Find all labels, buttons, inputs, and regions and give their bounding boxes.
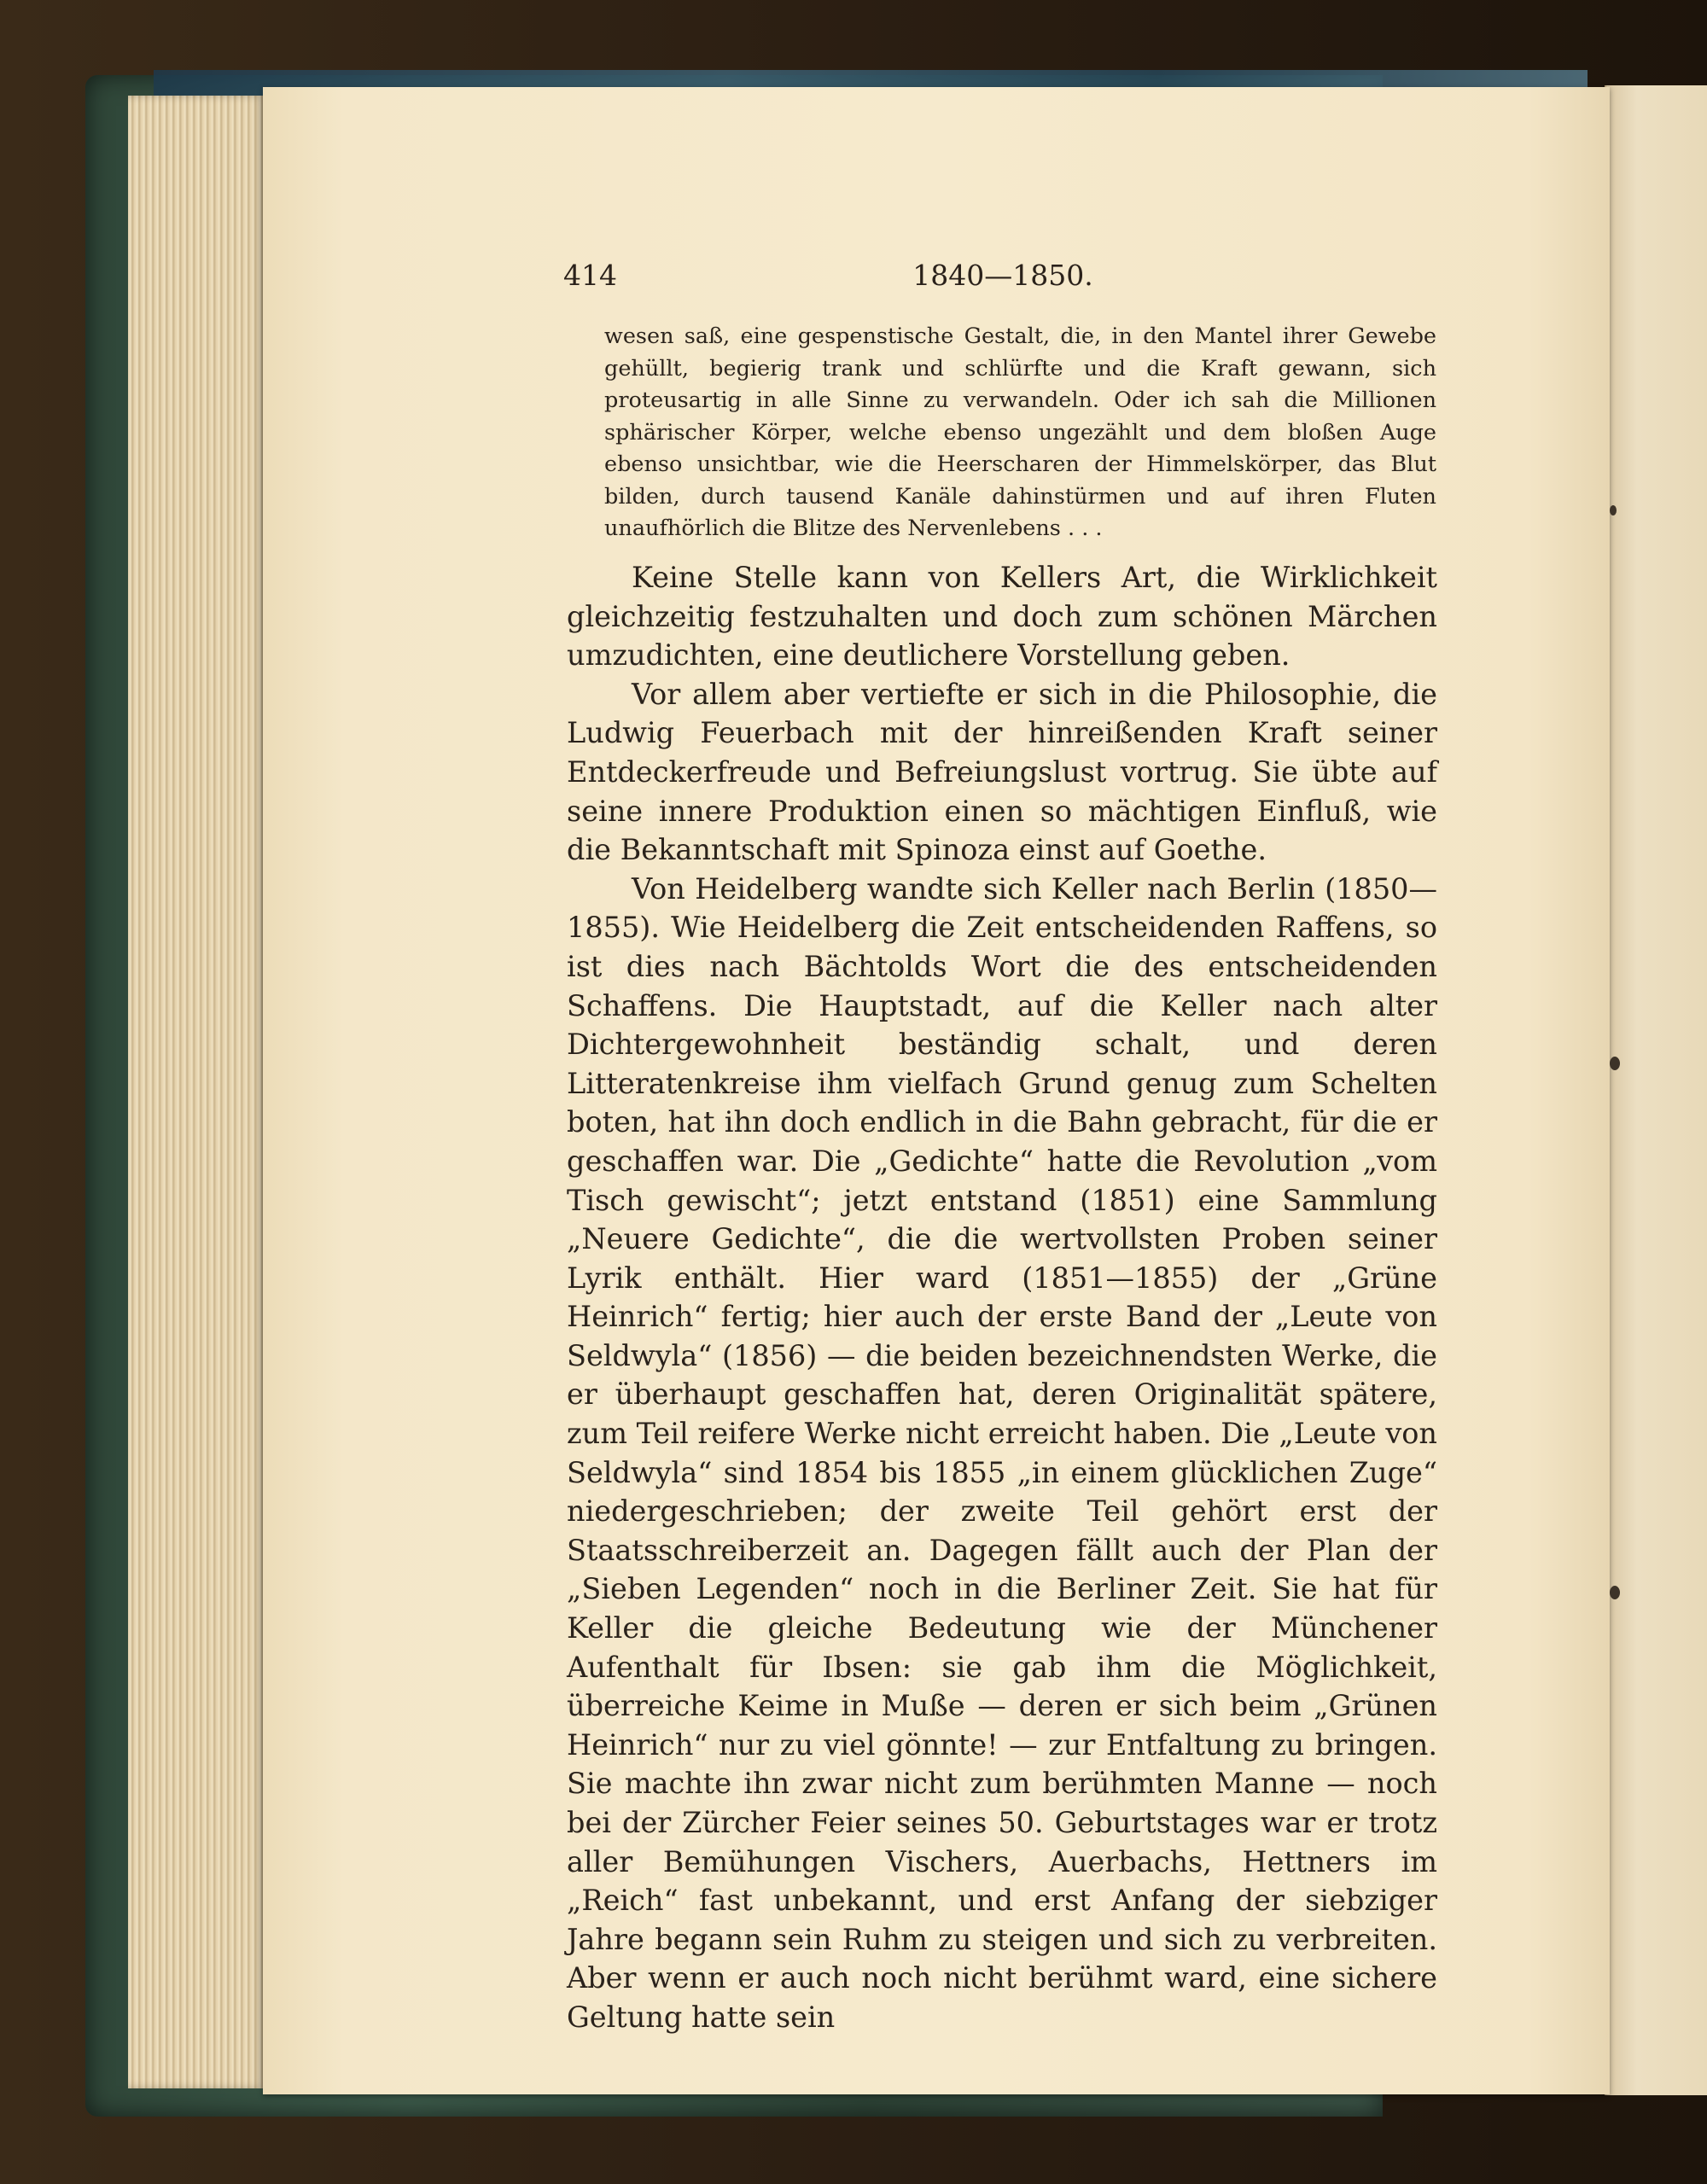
page-stack-edges — [128, 96, 265, 2088]
paragraph-2: Vor allem aber vertiefte er sich in die Philosophie, die Ludwig Feuerbach mit der hinreißenden Kraft seiner Entdeckerfreude und Befreiungslust vortrug. Sie übte auf seine innere Produktion einen so mächtigen Einfluß, wie die Bekanntschaft mit Spinoza einst auf Goethe. — [567, 677, 1437, 867]
paragraph-3: Von Heidelberg wandte sich Keller nach Berlin (1850—1855). Wie Heidelberg die Zeit entscheidenden Raffens, so ist dies nach Bächtolds Wort die des entscheidenden Schaffens. Die Hauptstadt, auf die Keller nach alter Dichtergewohnheit beständig schalt, und deren Litteratenkreise ihm vielfach Grund genug zum Schelten boten, hat ihn doch endlich in die Bahn gebracht, für die er geschaffen war. Die „Gedichte“ hatte die Revolution „vom Tisch gewischt“; jetzt entstand (1851) eine Sammlung „Neuere Gedichte“, die die wertvollsten Proben seiner Lyrik enthält. Hier ward (1851—1855) der „Grüne Heinrich“ fertig; hier auch der erste Band der „Leute von Seldwyla“ (1856) — die beiden bezeichnendsten Werke, die er überhaupt geschaffen hat, deren Originalität spätere, zum Teil reifere Werke nicht erreicht haben. Die „Leute von Seldwyla“ sind 1854 bis 1855 „in einem glücklichen Zuge“ niedergeschrieben; der zweite Teil gehört erst der Staatsschreiberzeit an. Dagegen fällt auch der Plan der „Sieben Legenden“ noch in die Berliner Zeit. Sie hat für Keller die gleiche Bedeutung wie der Münchener Aufenthalt für Ibsen: sie gab ihm die Möglichkeit, überreiche Keime in Muße — deren er sich beim „Grünen Heinrich“ nur zu viel gönnte! — zur Entfaltung zu bringen. Sie machte ihn zwar nicht zum berühmten Manne — noch bei der Zürcher Feier seines 50. Geburtstages war er trotz aller Bemühungen Vischers, Auerbachs, Hettners im „Reich“ fast unbekannt, und erst Anfang der siebziger Jahre begann sein Ruhm zu steigen und sich zu verbreiten. Aber wenn er auch noch nicht berühmt ward, eine sichere Geltung hatte sein — [567, 871, 1437, 2034]
paragraph-1: Keine Stelle kann von Kellers Art, die Wirklichkeit gleichzeitig festzuhalten und doch zum schönen Märchen umzudichten, eine deutlichere Vorstellung geben. — [567, 561, 1437, 673]
running-head — [563, 259, 1442, 298]
block-quote: wesen saß, eine gespenstische Gestalt, die, in den Mantel ihrer Gewebe gehüllt, begierig trank und schlürfte und die Kraft gewann, sich proteusartig in alle Sinne zu verwandeln. Oder ich sah die Millionen sphärischer Körper, welche ebenso ungezählt und dem bloßen Auge ebenso unsichtbar, wie die Heerscharen der Himmelskörper, das Blut bilden, durch tausend Kanäle dahinstürmen und auf ihren Fluten unaufhörlich die Blitze des Nervenlebens . . . — [604, 323, 1436, 541]
page-speck — [1610, 1586, 1620, 1599]
page-speck — [1610, 505, 1617, 515]
page-speck — [1610, 1057, 1620, 1070]
page-number: 414 — [563, 259, 617, 292]
running-title: 1840—1850. — [912, 259, 1093, 292]
body-text — [567, 558, 1437, 2037]
facing-page-edge — [1605, 85, 1707, 2095]
